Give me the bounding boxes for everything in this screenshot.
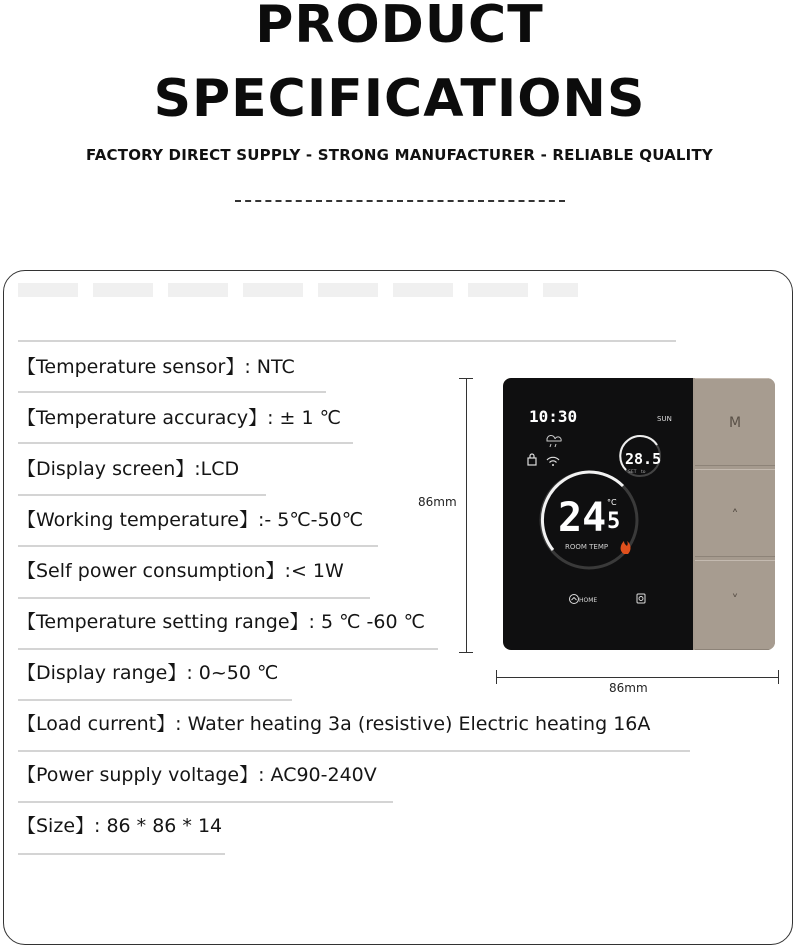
spec-rule <box>18 545 378 547</box>
spec-rule <box>18 801 393 803</box>
spec-temperature-setting-range: 【Temperature setting range】: 5 ℃ -60 ℃ <box>17 611 425 633</box>
spec-temperature-sensor: 【Temperature sensor】: NTC <box>17 356 295 378</box>
spec-temperature-accuracy: 【Temperature accuracy】: ± 1 ℃ <box>17 407 341 429</box>
spec-rule <box>18 597 370 599</box>
dimension-tick <box>459 652 473 653</box>
thermostat-device <box>503 378 775 650</box>
mode-button-label: M <box>728 415 742 431</box>
home-label: HOME <box>579 597 598 604</box>
width-dimension-label: 86mm <box>609 681 648 695</box>
spec-load-current: 【Load current】: Water heating 3a (resistive) Electric heating 16A <box>17 713 651 735</box>
page-title-line1: PRODUCT <box>255 0 544 55</box>
spec-rule <box>18 442 353 444</box>
degree-symbol: °C <box>607 498 617 507</box>
spec-rule <box>18 750 690 752</box>
cloud-icon <box>547 435 561 447</box>
spec-size: 【Size】: 86 * 86 * 14 <box>17 815 223 837</box>
lock-icon <box>528 454 536 465</box>
page-subtitle: FACTORY DIRECT SUPPLY - STRONG MANUFACTURER - RELIABLE QUALITY <box>86 146 713 164</box>
dimension-tick <box>778 670 779 684</box>
down-button[interactable] <box>695 560 775 650</box>
up-button[interactable] <box>695 469 775 557</box>
set-unit: to <box>641 470 646 475</box>
page-title-line2: SPECIFICATIONS <box>153 69 646 129</box>
fan-mode-icon <box>637 594 645 603</box>
chevron-up-icon: ˄ <box>731 508 739 524</box>
spec-rule <box>18 648 438 650</box>
spec-rule <box>18 699 292 701</box>
spec-power-supply-voltage: 【Power supply voltage】: AC90-240V <box>17 764 377 786</box>
faded-text-strip <box>18 283 578 297</box>
dimension-tick <box>496 670 497 684</box>
width-dimension-line <box>496 677 779 678</box>
spec-self-power-consumption: 【Self power consumption】:< 1W <box>17 560 344 582</box>
mode-button[interactable] <box>695 378 775 466</box>
room-temp-integer: 24 <box>558 495 607 541</box>
height-dimension-line <box>466 378 467 652</box>
thermostat-screen <box>503 378 693 650</box>
dimension-tick <box>459 378 473 379</box>
set-label: SET <box>628 470 637 475</box>
wifi-icon <box>547 457 559 466</box>
dashed-divider <box>235 200 565 202</box>
day-readout: SUN <box>657 415 672 423</box>
spec-rule <box>18 391 326 393</box>
home-icon <box>570 595 579 604</box>
flame-icon <box>621 541 631 554</box>
spec-rule <box>18 853 225 855</box>
chevron-down-icon: ˅ <box>731 593 739 609</box>
room-temp-decimal: 5 <box>607 509 621 534</box>
room-temp-label: ROOM TEMP <box>565 543 609 551</box>
height-dimension-label: 86mm <box>418 495 457 509</box>
spec-rule <box>18 494 266 496</box>
spec-display-range: 【Display range】: 0~50 ℃ <box>17 662 279 684</box>
spec-working-temperature: 【Working temperature】:- 5℃-50℃ <box>17 509 364 531</box>
set-temp-readout: 28.5 <box>625 450 662 468</box>
spec-display-screen: 【Display screen】:LCD <box>17 458 240 480</box>
card-top-rule <box>18 340 676 342</box>
clock-readout: 10:30 <box>529 407 578 426</box>
